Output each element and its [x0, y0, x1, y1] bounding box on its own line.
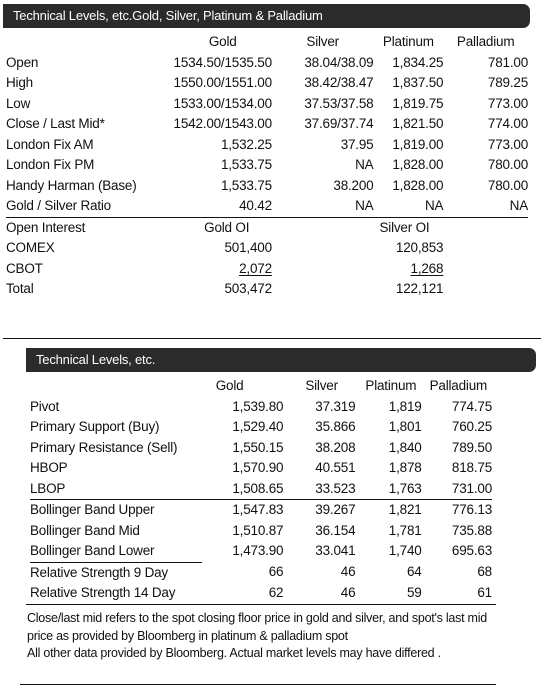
gold-value: 1,529.40 — [232, 419, 284, 434]
palladium-value: 68 — [477, 564, 492, 580]
platinum-value: 1,801 — [388, 419, 422, 434]
section2-title: Technical Levels, etc. — [26, 348, 536, 372]
palladium-value: 818.75 — [451, 460, 492, 475]
platinum-value: 1,828.00 — [392, 157, 444, 172]
row-label: London Fix PM — [6, 157, 95, 172]
silver-oi-value: 122,121 — [395, 281, 444, 296]
row-label: Bollinger Band Lower — [30, 543, 155, 558]
header-platinum: Platinum — [382, 34, 434, 49]
gold-value: 1542.00/1543.00 — [173, 116, 272, 131]
platinum-value: 59 — [406, 585, 422, 600]
row-label: Bollinger Band Mid — [30, 522, 140, 538]
gold-value: 1,532.25 — [220, 136, 272, 152]
header-palladium: Palladium — [429, 378, 488, 393]
palladium-value: 789.25 — [487, 75, 528, 90]
row-label: Primary Resistance (Sell) — [30, 439, 178, 455]
gold-value: 1,473.90 — [232, 543, 284, 559]
row-label: High — [6, 75, 33, 90]
empty-cell — [272, 238, 374, 259]
silver-oi-value: 1,268 — [410, 260, 444, 276]
silver-value: 46 — [340, 585, 356, 600]
section-divider — [3, 338, 541, 339]
silver-oi-header: Silver OI — [373, 217, 443, 238]
silver-value: 38.200 — [333, 177, 374, 193]
empty-cell — [272, 279, 374, 300]
platinum-value: 1,781 — [388, 522, 422, 538]
gold-value: 1,550.15 — [232, 439, 284, 455]
silver-value: 37.69/37.74 — [304, 116, 374, 131]
palladium-value: 774.75 — [451, 398, 492, 414]
silver-value: 46 — [340, 564, 356, 580]
empty-cell — [443, 279, 528, 300]
metals-levels-table — [6, 32, 528, 300]
table-row — [30, 500, 492, 521]
table-row — [6, 114, 528, 135]
table-row — [6, 176, 528, 197]
gold-value: 1,533.75 — [220, 177, 272, 193]
footnote-line: Close/last mid refers to the spot closing floor price in gold and silver, and spot's last mid — [27, 611, 487, 625]
gold-value: 1550.00/1551.00 — [173, 75, 272, 90]
header-gold: Gold — [215, 378, 244, 393]
open-interest-header-row — [6, 217, 528, 238]
row-label: Close / Last Mid* — [6, 116, 105, 131]
footnote-line: All other data provided by Bloomberg. Actual market levels may have differed . — [27, 646, 441, 660]
platinum-value: 1,819.75 — [392, 95, 444, 111]
silver-value: 37.53/37.58 — [304, 95, 374, 111]
palladium-value: 781.00 — [487, 54, 528, 70]
table-row — [6, 135, 528, 156]
platinum-value: 1,821 — [355, 500, 421, 521]
header-gold: Gold — [208, 34, 237, 49]
gold-oi-header: Gold OI — [174, 217, 272, 238]
silver-value: 33.523 — [315, 480, 356, 496]
gold-value: 1533.00/1534.00 — [173, 95, 272, 111]
row-label: London Fix AM — [6, 136, 94, 152]
table-row — [6, 155, 528, 176]
gold-oi-value: 501,400 — [224, 240, 272, 255]
palladium-value: 61 — [477, 585, 492, 600]
gold-value: 62 — [268, 585, 284, 600]
palladium-value: NA — [509, 198, 528, 213]
palladium-value: 695.63 — [451, 543, 492, 559]
row-label: HBOP — [30, 460, 68, 475]
silver-value: 39.267 — [283, 500, 355, 521]
footnote — [27, 610, 507, 663]
silver-value: 35.866 — [315, 419, 356, 434]
platinum-value: 1,834.25 — [392, 54, 444, 70]
platinum-value: 1,819 — [388, 398, 422, 414]
palladium-value: 789.50 — [451, 439, 492, 455]
notes-divider — [26, 604, 496, 605]
palladium-value: 773.00 — [487, 95, 528, 111]
platinum-value: 1,740 — [388, 543, 422, 559]
platinum-value: 1,840 — [388, 439, 422, 455]
palladium-value: 731.00 — [451, 480, 492, 496]
row-label: Primary Support (Buy) — [30, 419, 160, 434]
silver-value: 38.04/38.09 — [304, 54, 374, 70]
palladium-value: 760.25 — [451, 419, 492, 434]
silver-value: 38.42/38.47 — [304, 75, 374, 90]
header-platinum: Platinum — [365, 378, 417, 393]
row-label: COMEX — [6, 240, 55, 255]
gold-value: 1,539.80 — [232, 398, 284, 414]
table-row — [6, 53, 528, 74]
platinum-value: 1,878 — [388, 460, 422, 475]
row-label: Gold / Silver Ratio — [6, 198, 111, 213]
table-row — [6, 259, 528, 280]
palladium-value: 780.00 — [487, 177, 528, 193]
table-row — [6, 238, 528, 259]
gold-value: 1534.50/1535.50 — [173, 54, 272, 70]
empty-cell — [443, 217, 528, 238]
empty-cell — [272, 217, 374, 238]
palladium-value: 735.88 — [451, 522, 492, 538]
silver-value: NA — [355, 157, 374, 172]
technical-levels-table — [30, 376, 492, 604]
silver-value: 40.551 — [315, 460, 356, 475]
silver-value: 33.041 — [315, 543, 356, 559]
platinum-value: 1,819.00 — [392, 136, 444, 152]
table-row — [6, 279, 528, 300]
row-label: Total — [6, 281, 34, 296]
silver-value: 36.154 — [315, 522, 356, 538]
empty-cell — [443, 259, 528, 280]
footnote-line: price as provided by Bloomberg in platinum & palladium spot — [27, 628, 348, 643]
bottom-divider — [20, 684, 496, 685]
silver-oi-value: 120,853 — [395, 240, 444, 255]
platinum-value: 1,763 — [388, 480, 422, 496]
gold-value: 66 — [268, 564, 284, 580]
row-label: Low — [6, 95, 31, 111]
header-silver: Silver — [305, 378, 338, 393]
table-row — [6, 73, 528, 94]
palladium-value: 780.00 — [487, 157, 528, 172]
table-row — [30, 562, 492, 583]
header-blank — [6, 32, 174, 53]
silver-value: 37.319 — [315, 398, 356, 414]
header-blank — [30, 376, 202, 397]
palladium-value: 776.13 — [422, 500, 492, 521]
row-label: Relative Strength 9 Day — [30, 562, 202, 583]
empty-cell — [443, 238, 528, 259]
table-row — [30, 458, 492, 479]
header-silver: Silver — [306, 34, 339, 49]
table-header-row — [30, 376, 492, 397]
section1-title: Technical Levels, etc.Gold, Silver, Platinum & Palladium — [3, 4, 530, 28]
silver-value: 38.208 — [315, 439, 356, 455]
header-palladium: Palladium — [456, 34, 515, 49]
gold-value: 1,533.75 — [220, 157, 272, 172]
row-label: Handy Harman (Base) — [6, 177, 137, 193]
gold-value: 1,547.83 — [202, 500, 284, 521]
table-row — [30, 521, 492, 542]
platinum-value: NA — [424, 198, 444, 213]
table-row — [30, 397, 492, 418]
empty-cell — [272, 259, 374, 280]
silver-value: NA — [355, 198, 374, 213]
table-row — [30, 479, 492, 500]
silver-value: 37.95 — [340, 136, 374, 152]
row-label: Relative Strength 14 Day — [30, 585, 176, 600]
palladium-value: 774.00 — [487, 116, 528, 131]
platinum-value: 1,837.50 — [392, 75, 444, 90]
row-label: CBOT — [6, 260, 43, 276]
platinum-value: 1,828.00 — [392, 177, 444, 193]
table-row — [6, 196, 528, 217]
row-label: Open — [6, 54, 39, 70]
table-row — [30, 583, 492, 604]
gold-value: 40.42 — [239, 198, 272, 213]
row-label: Bollinger Band Upper — [30, 500, 202, 521]
palladium-value: 773.00 — [487, 136, 528, 152]
gold-value: 1,510.87 — [232, 522, 284, 538]
table-row — [30, 438, 492, 459]
table-header-row — [6, 32, 528, 53]
platinum-value: 1,821.50 — [392, 116, 444, 131]
table-row — [6, 94, 528, 115]
oi-label: Open Interest — [6, 217, 174, 238]
gold-oi-value: 503,472 — [224, 281, 272, 296]
platinum-value: 64 — [406, 564, 422, 580]
row-label: Pivot — [30, 398, 60, 414]
row-label: LBOP — [30, 480, 66, 496]
gold-oi-value: 2,072 — [239, 260, 272, 276]
gold-value: 1,570.90 — [232, 460, 284, 475]
table-row — [30, 541, 492, 562]
table-row — [30, 417, 492, 438]
gold-value: 1,508.65 — [232, 480, 284, 496]
